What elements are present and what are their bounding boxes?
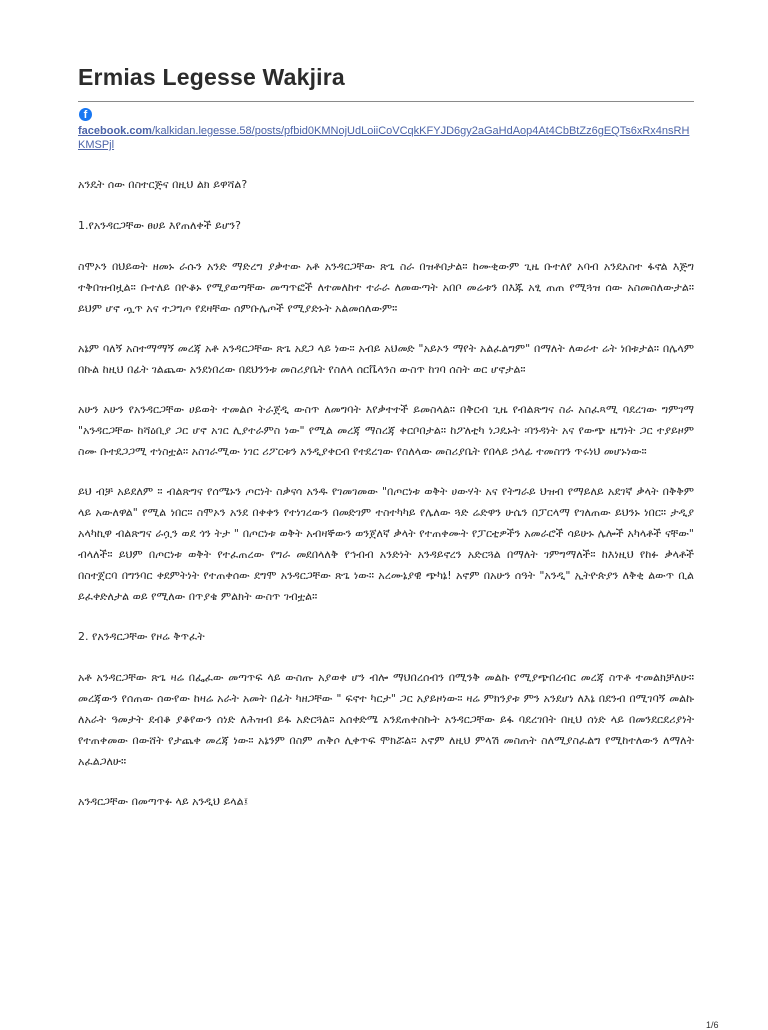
section-heading-1: 1.የአንዳርጋቸው ፀሀይ እየጠለቀች ይሆን? [78, 219, 241, 232]
source-link-host: facebook.com [78, 125, 152, 137]
section-heading-2: 2. የአንዳርጋቸው የዞሬ ቅጥፈት [78, 630, 205, 643]
source-link[interactable] [78, 124, 694, 152]
paragraph: አንዳርጋቸው በመጣጥፉ ላይ አንዲህ ይላል፤ [78, 795, 249, 808]
paragraph: ይህ ብቻ አይደለም ። ብልጽግና የሰሜኑን ጦርነት ስቃናሳ አንዱ የገመገመው "በጦርነቱ ወቅት ሀውሃት አና የትግራይ ህዝብ የማይለይ አደገኛ ቃላት በቅቅም ላይ አውለዋል" የሚል ነበር። ስሞኦን አንደ በቀቀን የተነገረውን በመድገም ተስተካካይ የሌለው ጓድ ሬድዋን ሁሴን በፓርላማ የገለጠው ይህንኑ ነበር። ታዲያ አላካኪዋ ብልጽግና ራሷን ወደ ጎን ትታ " በጦርነቱ ወቅት አብዛኞውን ወንጀለኛ ቃላት የተጠቀሙት የፓርቲዎችን አመራሮች ሳይሁኑ ሌሎች አካላቶች ናቸው" ብላለች። ይህም በጦርነቱ ወቅት የተፈጠረው የግራ መደበላለቅ የኅብብ አንድነት አንዳይኖረን አድርጓል በማለት ገምግማለች። ከእነዚህ የከፉ ቃላቶች በስተጀርባ በግንባር ቀደምትነት የተጠቀሰው ደግሞ አንዳርጋቸው ጽጌ ነው። አረሙኔያዊ ጭካኔ! አኖም በአሁን ሰዓት "አንዲ" ኢትዮጵያን ለቅቂ ልውጥ ቢል ይፈቀድለታል ወይ የሚለው በጥያቄ ምልክት ውስጥ ገብቷል። [78, 485, 695, 603]
paragraph: አሁን አሁን የአንዳርጋቸው ሀይወት ተመልሶ ትራጀዲ ውስጥ ለመግባት እየቃተተች ይመስላል። በቅርብ ጊዜ የብልጽግና ስራ አስፈጻሚ ባደረገው ግምገማ "አንዳርጋቸው ከሻዕቢያ ጋር ሆኖ አገር ሊያተራምስ ነው" የሚል መረጃ ማስረጃ ቀርቦበታል። ከፖለቲካ ነጋዴኑት ፡ባንዳነት አና የውጭ ዜግነት ጋር ተያይዞም ስሙ ቡተደጋጋሚ ተነስቷል። አስገራሚው ነገር ሪፖርቱን አንዲያቀርብ የተደረገው የስለላው መስሪያቤት የበላይ ኃላፊ ተመስገን ጥሩነህ መሆኑነው። [78, 403, 694, 458]
document-title: Ermias Legesse Wakjira [78, 64, 345, 90]
facebook-icon: f [79, 108, 92, 121]
article-body [78, 174, 694, 831]
paragraph: አኔም ባለኝ አስተማማኝ መረጃ አቶ አንዳርጋቸው ጽጌ አደጋ ላይ ነው። አብይ አህመድ "አይኦን ማየት አልፈልግም" በማለት ለወራተ ሬት ነበቱታል። በሌላም በኩል ከዚህ በፊት ገልጨው አንደነበረው በደህንንቱ መስሪያቤት የስለላ ሰርቬላንስ ውስጥ ከገባ ሰስት ወር ሆኖታል። [78, 342, 694, 376]
source-link-path: /kalkidan.legesse.58/posts/pfbid0KMNojUdLoiiCoVCqkKFYJD6gy2aGaHdAop4At4CbBtZz6gEQTs6xRx4nsRHKMSPjl [78, 125, 690, 151]
paragraph: አቶ አንዳርጋቸው ጽጌ ዛሬ በፌፈው መጣጥፍ ላይ ውስጡ አያወቀ ሆን ብሎ ማህበረሰብን በሚንቅ መልኩ የሚያጭበረብር መረጃ ስጥቶ ተመልክቻለሁ። መረጃውን የሰጠው ሰውየው ከዛሬ አራት አመት በፊት ካዘጋቸው " ፍኖተ ካርታ" ጋር አያይዞነው። ዛሬ ምክንያቱ ምን አንደሆነ ለእኔ በደንብ በሚገባኝ መልኩ ለአራት ዓመታት ደብቆ ያቆየውን ሰነድ ለሕዝብ ይፋ አድርጓል። አሰቀድሜ አንደጠቀስኩት አንዳርጋቸው ይፋ ባደረገበት በዚህ ሰነድ ላይ በመንደርደሪያነት የተጠቀመው በውሸት የታጨቀ መረጃ ነው። አኔንም በስም ጠቅሶ ሊቀጥፍ ሞክሯል። አኖም ለዚህ ምላሽ መስጠት ስለሚያስፈልግ የሚከተለውን ለማለት አፈልጋለሁ። [78, 671, 694, 768]
paragraph: ስሞኦን በህይወት ዘመኑ ራሱን አንድ ማድረግ ያቃተው አቶ አንዳርጋቸው ጽጌ ስራ በዝቶበታል። ከሙቂውም ጊዜ ቡተለየ አባብ አንደአስተ ፋኖል እጅግ ተቅበዝብዟል። ቡተለይ በዮቆኑ የሚያወጣቸው መጣጥፎች ለተመለከተ ተራራ ለመውጣት አበቦ መሬቱን በእጁ አፂ ጠጠ የሚጓዝ ሰው አስመስለውታል። ይህም ሆኖ ጧጥ አና ተጋግጦ የደዛቸው ሰምቡሌጦች የሚያድኑት አልመሰለውም። [78, 260, 694, 315]
page-number: 1/6 [706, 1020, 719, 1030]
paragraph-question: አንዴት ሰው በስተርጅና በዚህ ልክ ይዋሻል? [78, 178, 248, 191]
title-divider [78, 101, 694, 102]
